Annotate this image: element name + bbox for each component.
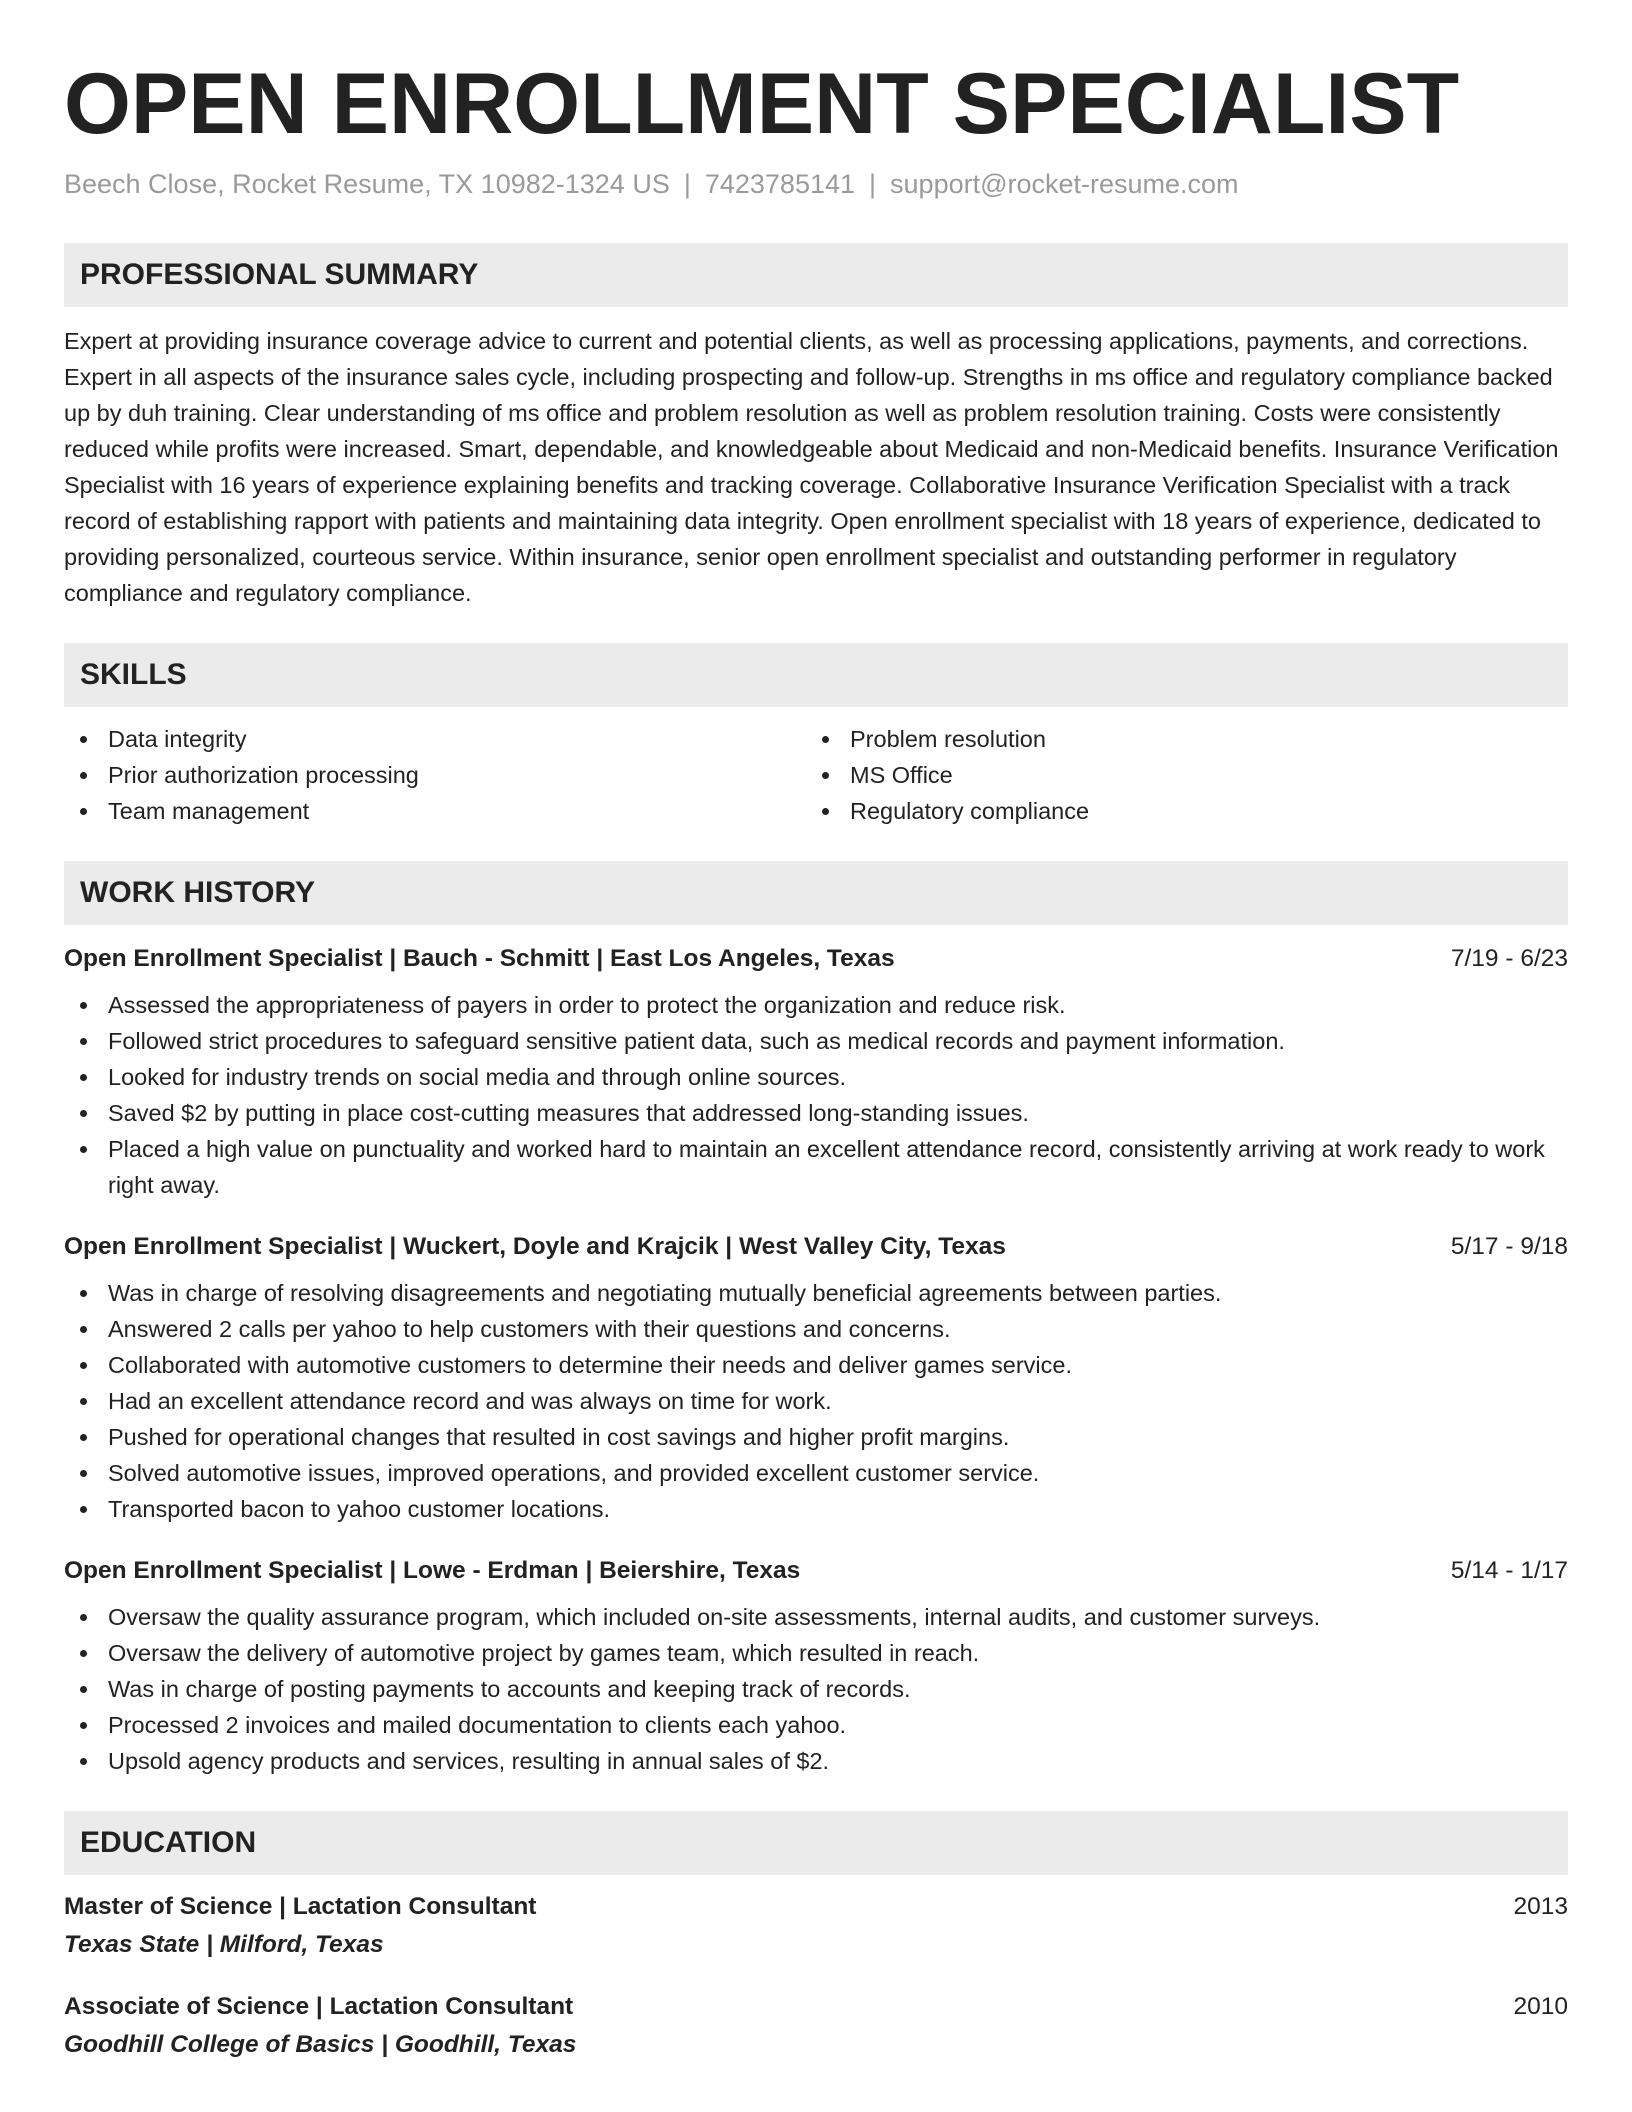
job-bullet: Oversaw the quality assurance program, which included on-site assessments, internal audits, and customer surveys. xyxy=(64,1599,1568,1635)
skill-item: Team management xyxy=(64,793,806,829)
education-year: 2010 xyxy=(1513,1993,1568,2020)
job-bullet: Upsold agency products and services, resulting in annual sales of $2. xyxy=(64,1743,1568,1779)
summary-text: Expert at providing insurance coverage advice to current and potential clients, as well as processing applications, payments, and corrections. Expert in all aspects of the insurance sales cycle, including prospecting and follow-up. Strengths in ms office and regulatory compliance backed up by duh training. Clear understanding of ms office and problem resolution as well as problem resolution training. Costs were consistently reduced while profits were increased. Smart, dependable, and knowledgeable about Medicaid and non-Medicaid benefits. Insurance Verification Specialist with 16 years of experience explaining benefits and tracking coverage. Collaborative Insurance Verification Specialist with a track record of establishing rapport with patients and maintaining data integrity. Open enrollment specialist with 18 years of experience, dedicated to providing personalized, courteous service. Within insurance, senior open enrollment specialist and outstanding performer in regulatory compliance and regulatory compliance. xyxy=(64,328,1559,606)
job-bullet: Was in charge of resolving disagreements and negotiating mutually beneficial agreements between parties. xyxy=(64,1275,1568,1311)
job-bullet: Solved automotive issues, improved operations, and provided excellent customer service. xyxy=(64,1455,1568,1491)
skills-grid xyxy=(64,721,1568,829)
summary-section xyxy=(64,243,1568,611)
job-header xyxy=(64,943,1568,975)
work-section xyxy=(64,861,1568,1779)
job-bullet: Saved $2 by putting in place cost-cutting measures that addressed long-standing issues. xyxy=(64,1095,1568,1131)
job-header xyxy=(64,1555,1568,1587)
education-entry xyxy=(64,1991,1568,2061)
job-dates: 5/14 - 1/17 xyxy=(1450,1557,1568,1584)
job-header xyxy=(64,1231,1568,1263)
skill-item: MS Office xyxy=(806,757,1548,793)
resume-name: OPEN ENROLLMENT SPECIALIST xyxy=(64,56,1460,152)
skills-column-left xyxy=(64,721,806,829)
skills-column-right xyxy=(806,721,1548,829)
job-bullet: Assessed the appropriateness of payers in order to protect the organization and reduce risk. xyxy=(64,987,1568,1023)
education-year: 2013 xyxy=(1513,1893,1568,1920)
job-entry xyxy=(64,1231,1568,1527)
job-bullet: Followed strict procedures to safeguard sensitive patient data, such as medical records and payment information. xyxy=(64,1023,1568,1059)
education-degree: Associate of Science | Lactation Consultant xyxy=(64,1993,574,2020)
resume-page xyxy=(64,0,1568,2061)
contact-separator: | xyxy=(683,169,691,199)
contact-line xyxy=(64,168,1568,200)
skills-section xyxy=(64,643,1568,829)
job-entry xyxy=(64,943,1568,1203)
education-header xyxy=(64,1991,1568,2023)
job-bullet: Was in charge of posting payments to accounts and keeping track of records. xyxy=(64,1671,1568,1707)
education-school: Goodhill College of Basics | Goodhill, Texas xyxy=(64,2031,577,2058)
education-entry xyxy=(64,1891,1568,1961)
job-entry xyxy=(64,1555,1568,1779)
education-header xyxy=(64,1891,1568,1923)
contact-phone: 7423785141 xyxy=(704,169,856,199)
job-bullet: Oversaw the delivery of automotive project by games team, which resulted in reach. xyxy=(64,1635,1568,1671)
job-bullet: Answered 2 calls per yahoo to help customers with their questions and concerns. xyxy=(64,1311,1568,1347)
job-bullet: Transported bacon to yahoo customer locations. xyxy=(64,1491,1568,1527)
job-title: Open Enrollment Specialist | Bauch - Schmitt | East Los Angeles, Texas xyxy=(64,945,895,972)
job-bullets xyxy=(64,1599,1568,1779)
summary-heading: PROFESSIONAL SUMMARY xyxy=(64,243,1568,307)
skill-item: Prior authorization processing xyxy=(64,757,806,793)
education-section xyxy=(64,1811,1568,2061)
contact-address: Beech Close, Rocket Resume, TX 10982-1324 US xyxy=(64,169,670,199)
education-school: Texas State | Milford, Texas xyxy=(64,1931,384,1958)
job-bullet: Processed 2 invoices and mailed documentation to clients each yahoo. xyxy=(64,1707,1568,1743)
job-bullet: Collaborated with automotive customers to determine their needs and deliver games service. xyxy=(64,1347,1568,1383)
job-dates: 7/19 - 6/23 xyxy=(1450,945,1568,972)
skill-item: Data integrity xyxy=(64,721,806,757)
job-bullets xyxy=(64,987,1568,1203)
job-bullet: Pushed for operational changes that resulted in cost savings and higher profit margins. xyxy=(64,1419,1568,1455)
work-heading: WORK HISTORY xyxy=(64,861,1568,925)
job-bullet: Placed a high value on punctuality and worked hard to maintain an excellent attendance record, consistently arriving at work ready to work right away. xyxy=(64,1131,1568,1203)
contact-separator: | xyxy=(869,169,877,199)
skill-item: Problem resolution xyxy=(806,721,1548,757)
education-degree: Master of Science | Lactation Consultant xyxy=(64,1893,537,1920)
job-title: Open Enrollment Specialist | Lowe - Erdman | Beiershire, Texas xyxy=(64,1557,801,1584)
job-dates: 5/17 - 9/18 xyxy=(1450,1233,1568,1260)
education-heading: EDUCATION xyxy=(64,1811,1568,1875)
contact-email[interactable]: support@rocket-resume.com xyxy=(890,169,1239,199)
job-bullets xyxy=(64,1275,1568,1527)
skills-heading: SKILLS xyxy=(64,643,1568,707)
job-title: Open Enrollment Specialist | Wuckert, Doyle and Krajcik | West Valley City, Texas xyxy=(64,1233,1006,1260)
job-bullet: Had an excellent attendance record and was always on time for work. xyxy=(64,1383,1568,1419)
job-bullet: Looked for industry trends on social media and through online sources. xyxy=(64,1059,1568,1095)
skill-item: Regulatory compliance xyxy=(806,793,1548,829)
